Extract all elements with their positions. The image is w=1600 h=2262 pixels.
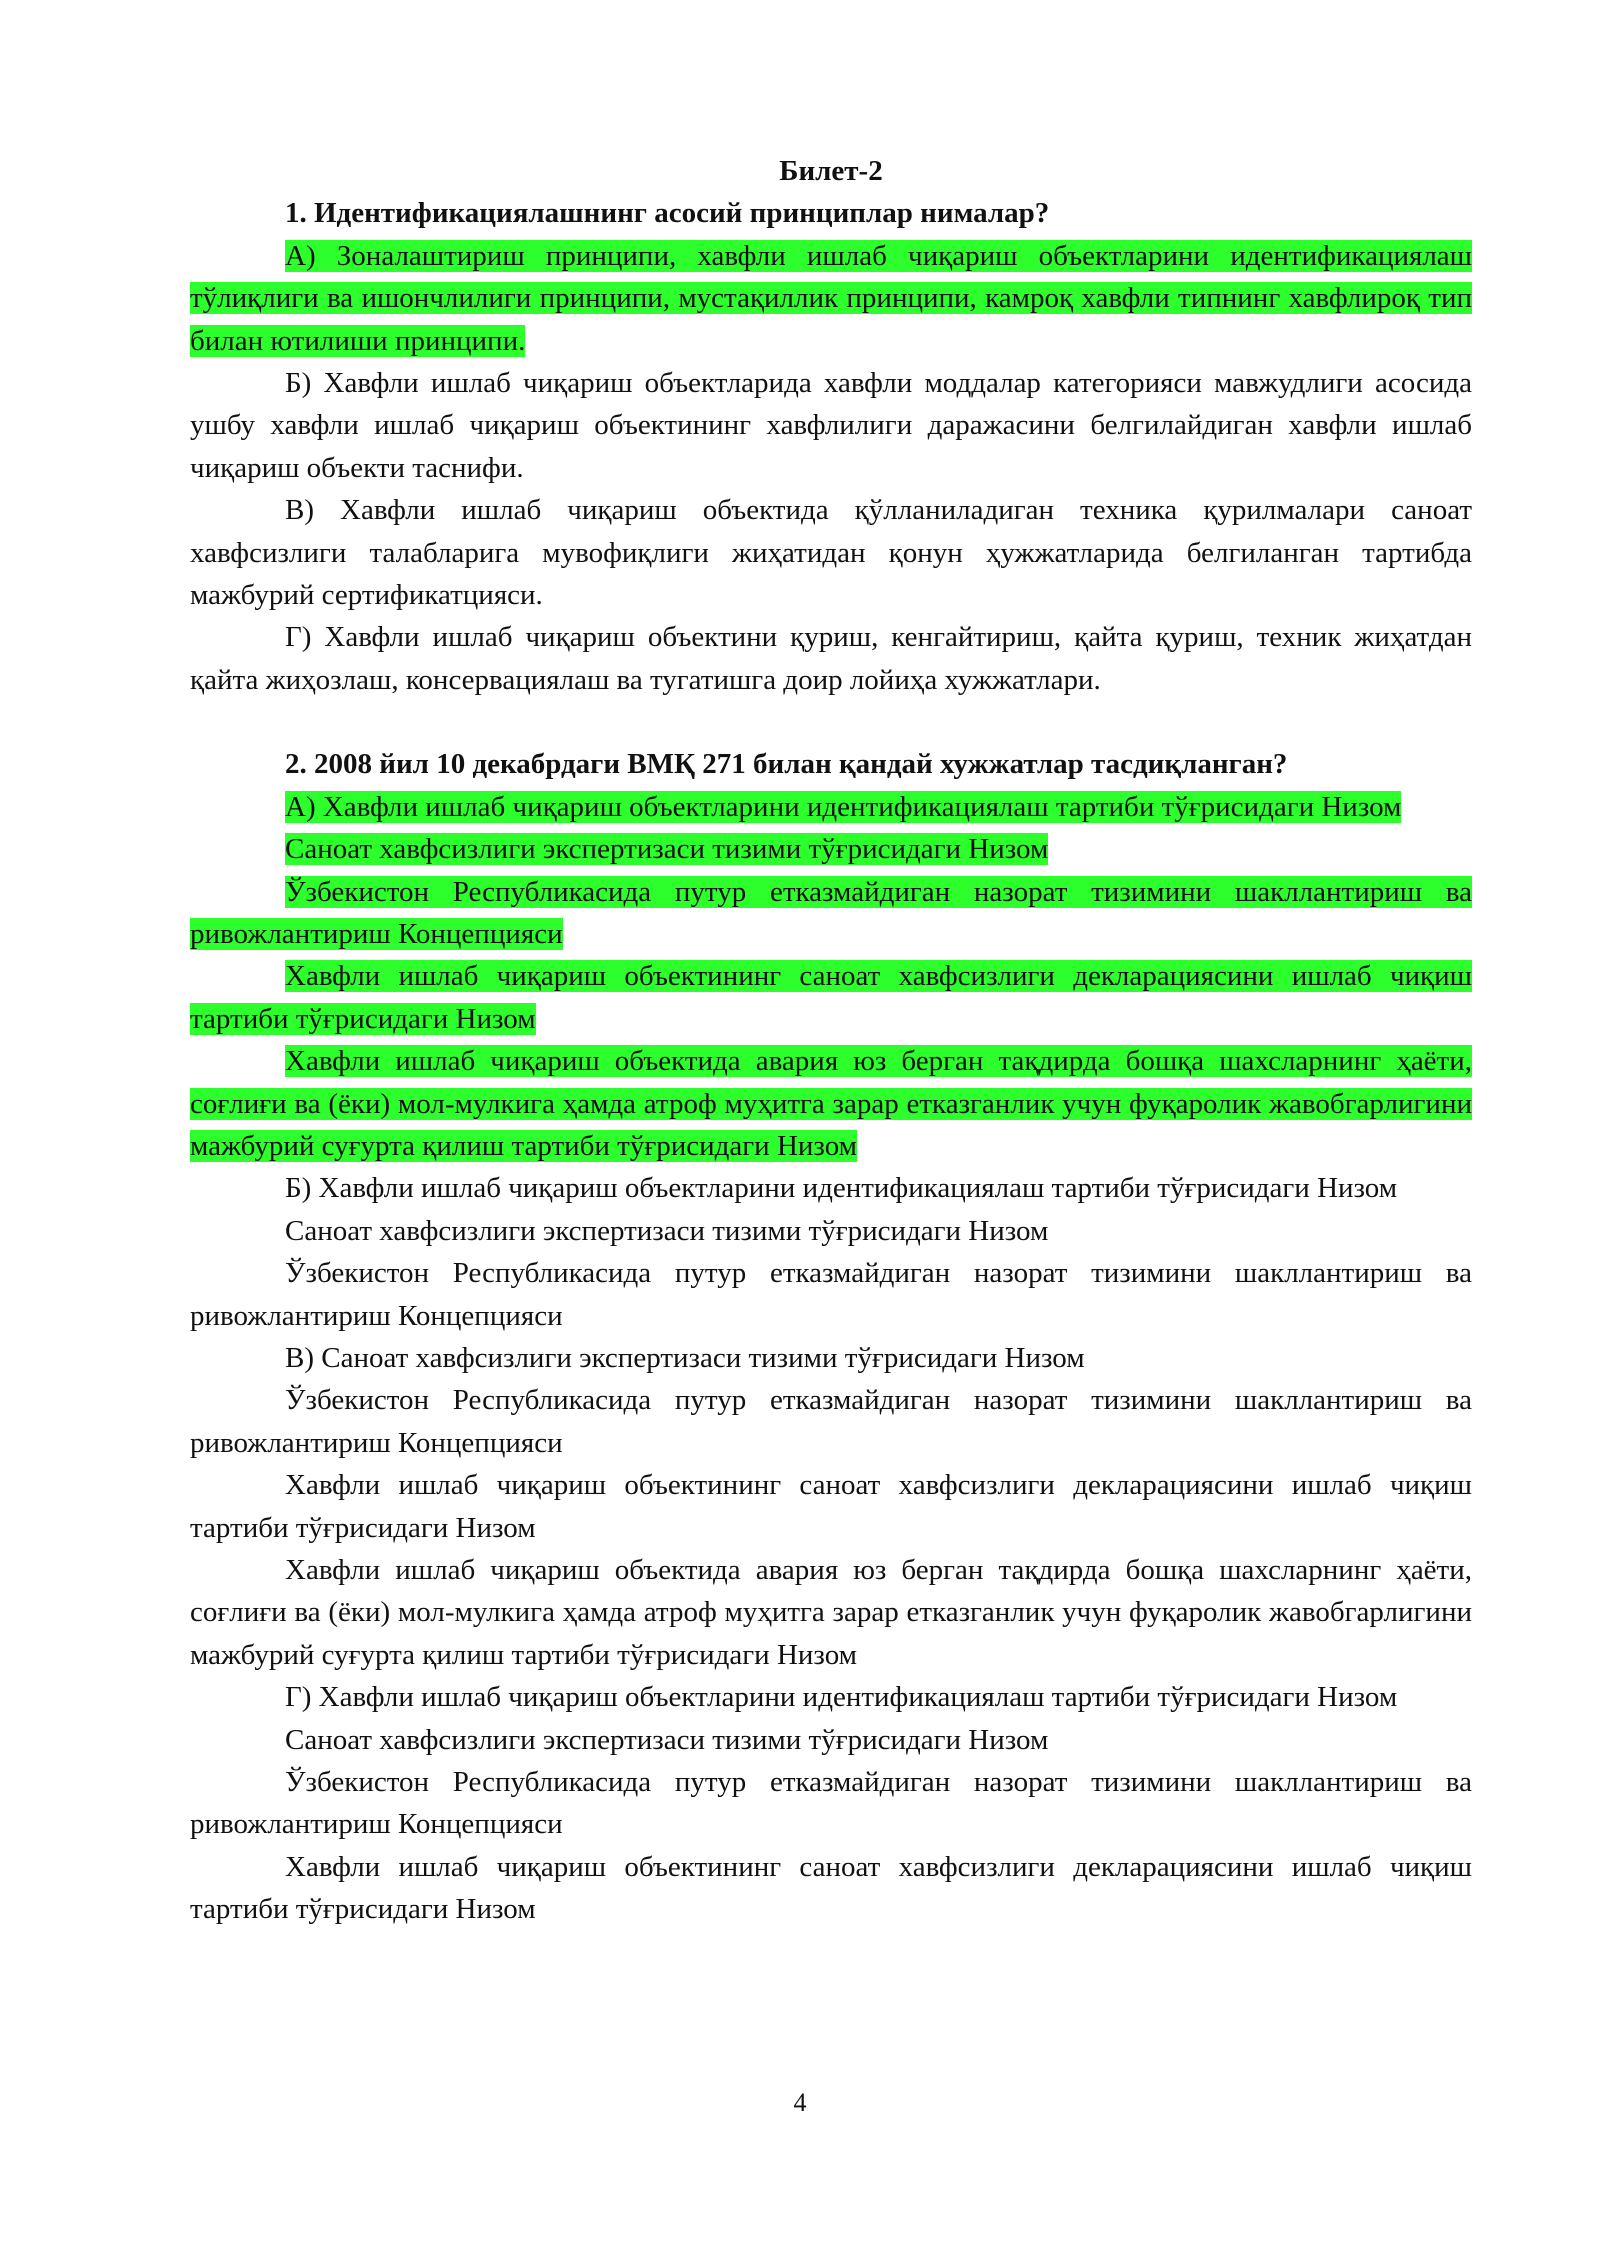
q2-answer-b-item: Саноат хавфсизлиги экспертизаси тизими тўғрисидаги Низом [285,1214,1049,1247]
q2-answer-a-item [190,955,1472,1040]
q2-answer-b-item: Б) Хавфли ишлаб чиқариш объектларини идентификациялаш тартиби тўғрисидаги Низом [285,1172,1398,1205]
question-2: 2. 2008 йил 10 декабрдаги ВМҚ 271 билан қандай хужжатлар тасдиқланган? [285,748,1288,781]
q2-answer-g-item: Хавфли ишлаб чиқариш объектининг саноат хавфсизлиги декларациясини ишлаб чиқиш тартиби тўғрисидаги Низом [190,1850,1472,1926]
q2-answer-v-item: Хавфли ишлаб чиқариш объектида авария юз берган тақдирда бошқа шахсларнинг ҳаёти, соғлиғи ва (ёки) мол-мулкига ҳамда атроф муҳитга зарар етказганлик учун фуқаролик жавобгарлигини мажбурий суғурта қилиш тартиби тўғрисидаги Низом [190,1554,1472,1671]
q2-answer-a-item-text: Ўзбекистон Республикасида путур етказмайдиган назорат тизимини шакллантириш ва ривожлантириш Концепцияси [190,875,1472,950]
q2-answer-v-item: Ўзбекистон Республикасида путур етказмайдиган назорат тизимини шакллантириш ва ривожлантириш Концепцияси [190,1384,1472,1459]
page-number: 4 [793,2088,807,2117]
q2-answer-b-item: Ўзбекистон Республикасида путур етказмайдиган назорат тизимини шакллантириш ва ривожлантириш Концепцияси [190,1257,1472,1332]
q2-answer-a-item-text: Хавфли ишлаб чиқариш объектида авария юз берган тақдирда бошқа шахсларнинг ҳаёти, соғлиғи ва (ёки) мол-мулкига ҳамда атроф муҳитга зарар етказганлик учун фуқаролик жавобгарлигини мажбурий суғурта қилиш тартиби тўғрисидаги Низом [190,1045,1472,1162]
q1-answer-a-text: А) Зоналаштириш принципи, хавфли ишлаб чиқариш объектларини идентификациялаш тўлиқлиги ва ишончлилиги принципи, мустақиллик принципи, камроқ хавфли типнинг хавфлироқ тип билан ютилиши принципи. [190,239,1472,357]
q1-answer-v: В) Хавфли ишлаб чиқариш объектида қўлланиладиган техника қурилмалари саноат хавфсизлиги талабларига мувофиқлиги жиҳатидан қонун ҳужжатларида белгиланган тартибда мажбурий сертификатцияси. [190,494,1472,612]
q2-answer-a-item [190,871,1472,956]
spacer [190,701,1472,743]
q2-answer-g-item: Саноат хавфсизлиги экспертизаси тизими тўғрисидаги Низом [285,1723,1049,1756]
ticket-title: Билет-2 [779,155,883,187]
q2-answer-a-item-text: Хавфли ишлаб чиқариш объектининг саноат хавфсизлиги декларациясини ишлаб чиқиш тартиби тўғрисидаги Низом [190,960,1472,1035]
q2-answer-g-item: Ўзбекистон Республикасида путур етказмайдиган назорат тизимини шакллантириш ва ривожлантириш Концепцияси [190,1766,1472,1841]
q1-answer-b: Б) Хавфли ишлаб чиқариш объектларида хавфли моддалар категорияси мавжудлиги асосида ушбу хавфли ишлаб чиқариш объектининг хавфлилиги даражасини белгилайдиган хавфли ишлаб чиқариш объекти таснифи. [190,367,1472,484]
q1-answer-g: Г) Хавфли ишлаб чиқариш объектини қуриш, кенгайтириш, қайта қуриш, техник жиҳатдан қайта жиҳозлаш, консервациялаш ва тугатишга доир лойиҳа хужжатлари. [190,621,1472,696]
q2-answer-a-item [190,1040,1472,1167]
q1-answer-a [190,235,1472,362]
q2-answer-g-item: Г) Хавфли ишлаб чиқариш объектларини идентификациялаш тартиби тўғрисидаги Низом [285,1681,1398,1714]
q2-answer-a-item [190,786,1472,828]
q2-answer-v-item: В) Саноат хавфсизлиги экспертизаси тизими тўғрисидаги Низом [285,1341,1085,1374]
q2-answer-v-item: Хавфли ишлаб чиқариш объектининг саноат хавфсизлиги декларациясини ишлаб чиқиш тартиби тўғрисидаги Низом [190,1469,1472,1544]
q2-answer-a-item-text: Саноат хавфсизлиги экспертизаси тизими тўғрисидаги Низом [285,833,1049,866]
question-1: 1. Идентификациялашнинг асосий принциплар нималар? [285,197,1050,230]
q2-answer-a-item [190,828,1472,870]
q2-answer-a-item-text: А) Хавфли ишлаб чиқариш объектларини идентификациялаш тартиби тўғрисидаги Низом [285,790,1402,823]
